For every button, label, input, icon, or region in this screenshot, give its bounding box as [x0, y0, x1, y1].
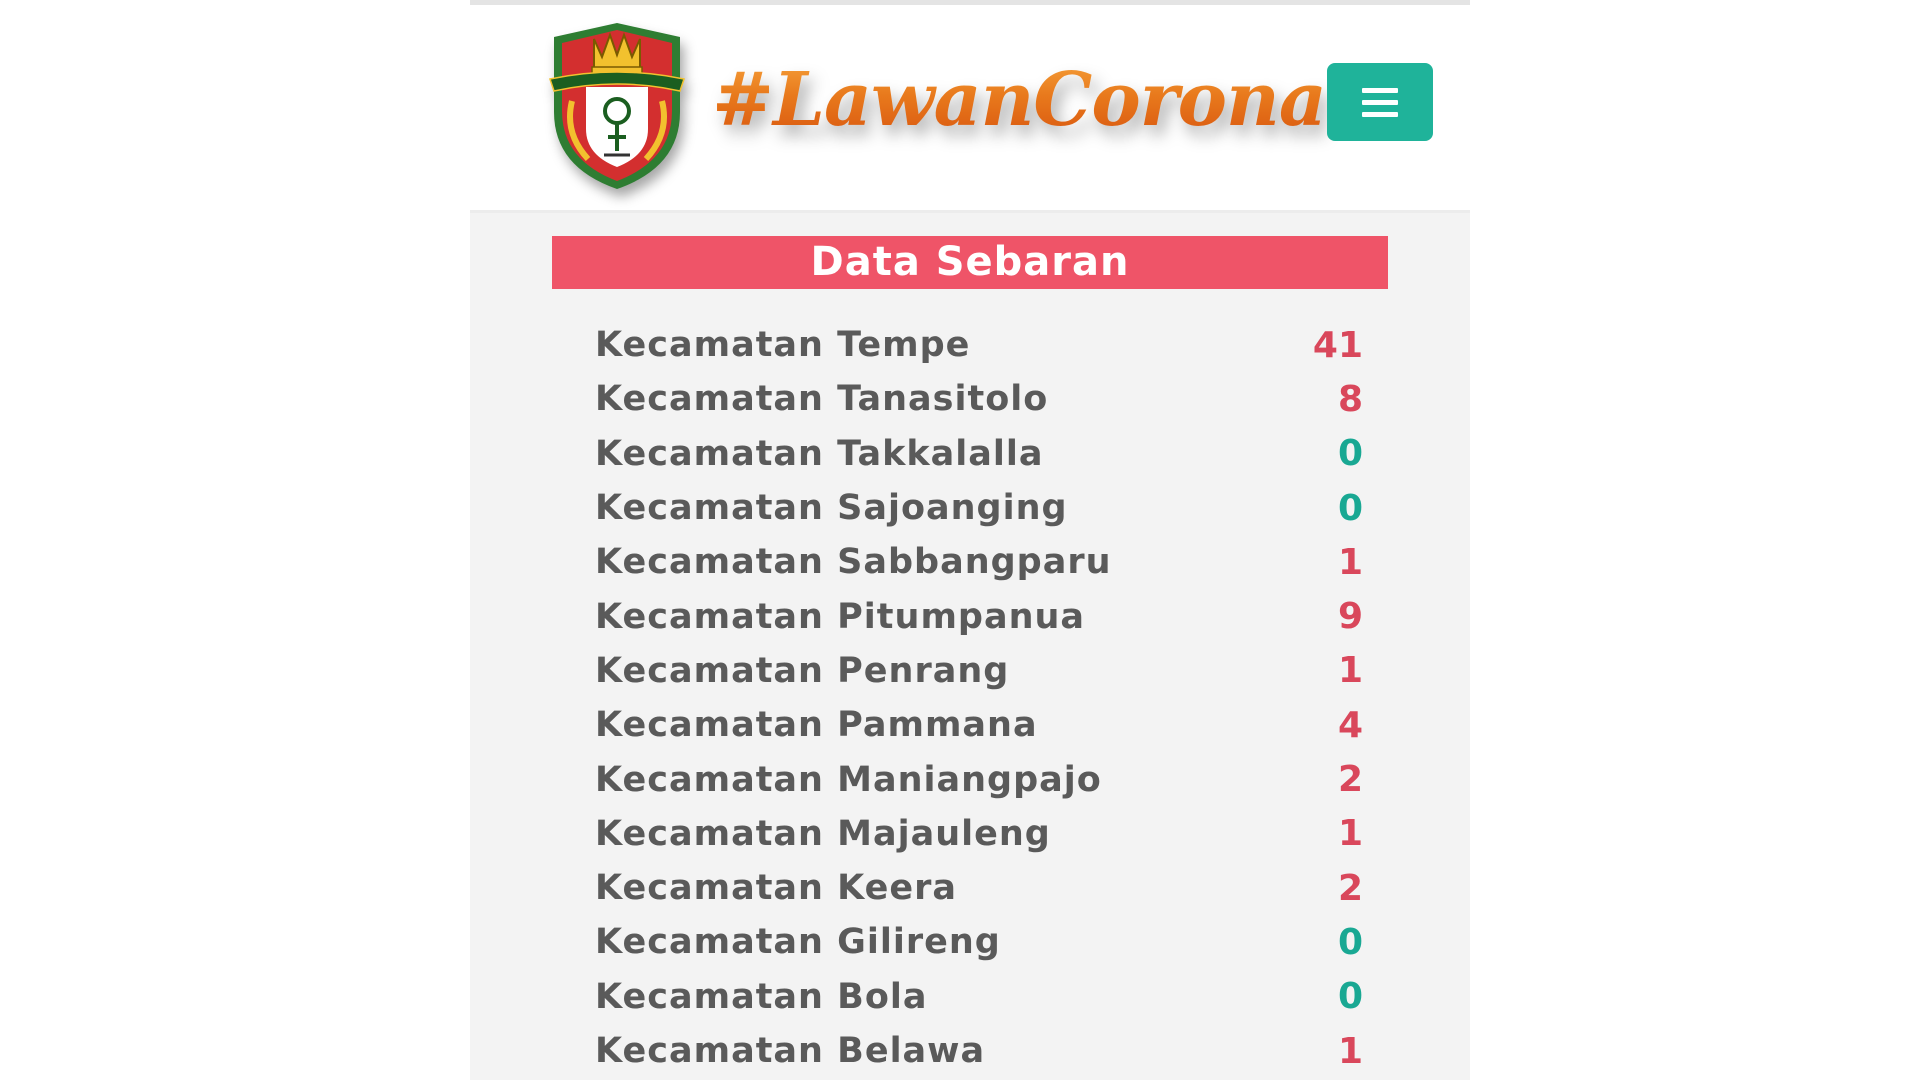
- list-item: [595, 427, 1363, 481]
- list-item: [595, 861, 1363, 915]
- case-count: 0: [1337, 921, 1363, 963]
- case-count: 1: [1337, 541, 1363, 583]
- list-item: [595, 644, 1363, 698]
- page: [470, 0, 1470, 1080]
- case-count: 9: [1337, 596, 1363, 638]
- case-count: 0: [1337, 487, 1363, 529]
- district-name: Kecamatan Sabbangparu: [595, 542, 1112, 583]
- case-count: 1: [1337, 813, 1363, 855]
- hamburger-menu-button[interactable]: [1327, 63, 1433, 141]
- case-count: 8: [1337, 378, 1363, 420]
- section-title: Data Sebaran: [552, 236, 1388, 289]
- list-item: [595, 589, 1363, 643]
- district-name: Kecamatan Pammana: [595, 705, 1038, 746]
- district-list: [595, 318, 1363, 1078]
- district-name: Kecamatan Sajoanging: [595, 488, 1068, 529]
- list-item: [595, 318, 1363, 372]
- brand-title: #LawanCorona: [712, 57, 1326, 143]
- case-count: 4: [1337, 704, 1363, 746]
- district-name: Kecamatan Maniangpajo: [595, 759, 1102, 800]
- district-name: Kecamatan Belawa: [595, 1031, 986, 1071]
- list-item: [595, 698, 1363, 752]
- district-name: Kecamatan Penrang: [595, 650, 1010, 691]
- district-name: Kecamatan Tanasitolo: [595, 379, 1049, 420]
- case-count: 41: [1312, 324, 1363, 366]
- district-name: Kecamatan Gilireng: [595, 922, 1001, 963]
- hamburger-menu-icon-bar: [1362, 100, 1398, 105]
- list-item: [595, 481, 1363, 535]
- regency-coat-of-arms-icon[interactable]: [542, 17, 692, 192]
- district-name: Kecamatan Majauleng: [595, 813, 1051, 854]
- case-count: 1: [1337, 1030, 1363, 1072]
- hamburger-menu-icon-bar: [1362, 112, 1398, 117]
- case-count: 0: [1337, 433, 1363, 475]
- list-item: [595, 1024, 1363, 1078]
- district-name: Kecamatan Keera: [595, 868, 958, 909]
- hamburger-menu-icon-bar: [1362, 88, 1398, 93]
- district-name: Kecamatan Tempe: [595, 325, 971, 366]
- list-item: [595, 915, 1363, 969]
- list-item: [595, 535, 1363, 589]
- list-item: [595, 807, 1363, 861]
- case-count: 2: [1337, 759, 1363, 801]
- case-count: 2: [1337, 867, 1363, 909]
- main-content: [470, 213, 1470, 1080]
- case-count: 0: [1337, 976, 1363, 1018]
- district-name: Kecamatan Takkalalla: [595, 433, 1044, 474]
- district-name: Kecamatan Bola: [595, 976, 928, 1017]
- case-count: 1: [1337, 650, 1363, 692]
- district-name: Kecamatan Pitumpanua: [595, 596, 1086, 637]
- list-item: [595, 372, 1363, 426]
- site-header: [470, 5, 1470, 213]
- list-item: [595, 752, 1363, 806]
- list-item: [595, 970, 1363, 1024]
